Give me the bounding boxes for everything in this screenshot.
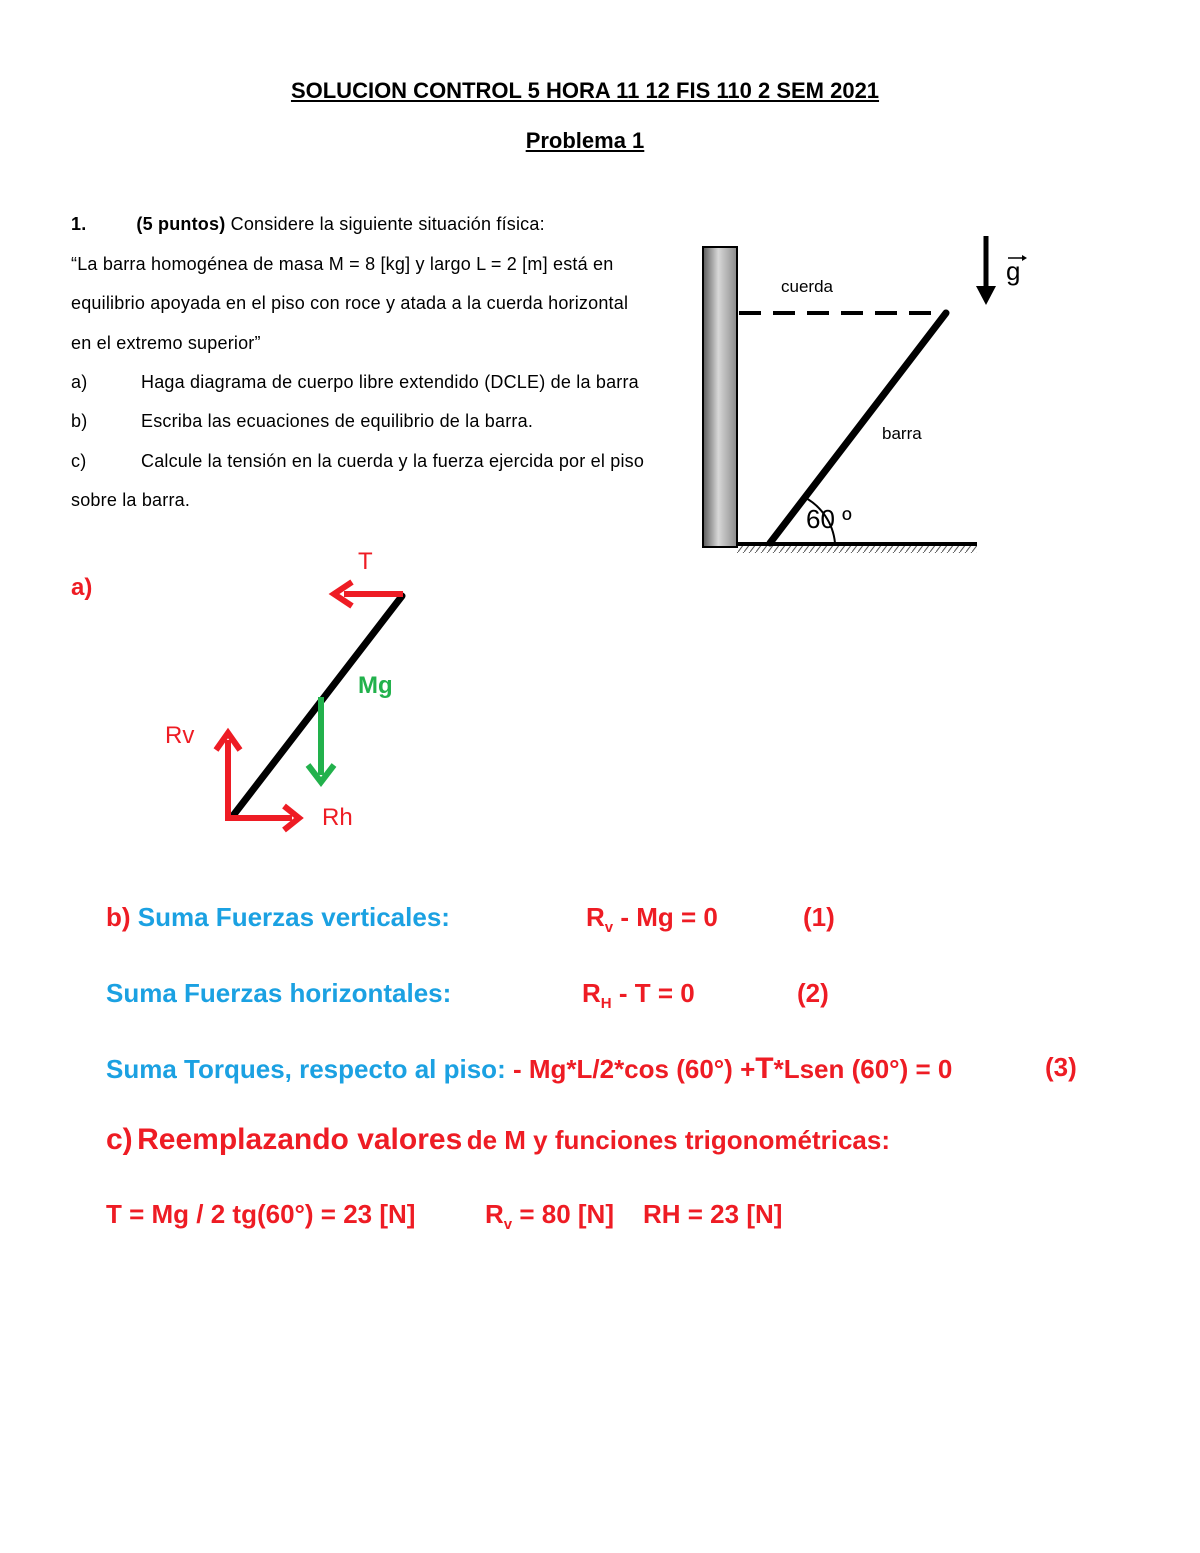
problem-heading: Problema 1 [525, 128, 645, 153]
tension-label: T [358, 548, 373, 575]
eq-1-number: (1) [803, 902, 835, 932]
result-rh: RH = 23 [N] [643, 1199, 783, 1229]
quote-line-2: equilibrio apoyada en el piso con roce y atada a la cuerda horizontal [71, 293, 629, 313]
rv-label: Rv [165, 722, 195, 749]
part-b-label: b) [106, 902, 131, 932]
item-c-text: Calcule la tensión en la cuerda y la fuerza ejercida por el piso [141, 451, 645, 471]
eq-vertical-label-line [106, 902, 450, 933]
quote-line-1: “La barra homogénea de masa M = 8 [kg] y largo L = 2 [m] está en [71, 254, 614, 274]
fbd-bar [232, 596, 402, 817]
problem-number: 1. [71, 214, 87, 234]
item-a-text: Haga diagrama de cuerpo libre extendido (DCLE) de la barra [141, 372, 639, 392]
eq-2-number: (2) [797, 978, 829, 1008]
gravity-arrow-head [976, 286, 996, 305]
result-rv: $R_v = 80$ [N] [485, 1199, 614, 1234]
page-title: SOLUCION CONTROL 5 HORA 11 12 FIS 110 2 SEM 2021 [290, 78, 880, 103]
angle-label: 60 º [806, 504, 852, 534]
part-c-heading: c) Reemplazando valores de M y funciones trigonométricas: [106, 1123, 891, 1156]
wall [703, 247, 737, 547]
item-b-text: Escriba las ecuaciones de equilibrio de la barra. [141, 411, 534, 431]
eq-vertical: $R_v - Mg = 0$ [586, 902, 718, 937]
item-a-label: a) [71, 372, 88, 392]
problem-intro: Considere la siguiente situación física: [230, 214, 545, 234]
eq-torque-line: Suma Torques, respecto al piso: - Mg*L/2*cos (60°) +T*Lsen (60°) = 0 [106, 1052, 953, 1085]
free-body-diagram [216, 582, 403, 830]
eq-3-number: (3) [1045, 1052, 1077, 1082]
situation-figure [703, 236, 1027, 553]
rope-label: cuerda [781, 277, 833, 296]
statement-last-line: sobre la barra. [71, 490, 191, 510]
item-b-label: b) [71, 411, 88, 431]
problem-points: (5 puntos) [136, 214, 226, 234]
floor-hatching [737, 545, 977, 553]
part-a-label: a) [71, 574, 93, 601]
bar-label: barra [882, 424, 922, 443]
eq-torque-text: Suma Torques, respecto al piso: [106, 1054, 506, 1084]
eq-horizontal-text: Suma Fuerzas horizontales: [106, 978, 452, 1008]
quote-line-3: en el extremo superior” [71, 333, 261, 353]
result-tension: T = Mg / 2 tg(60°) = 23 [N] [106, 1199, 416, 1229]
eq-horizontal: $R_H - T = 0$ [582, 978, 695, 1013]
part-c-label: c) [106, 1123, 133, 1156]
gravity-label: g [1006, 256, 1021, 286]
weight-label: Mg [358, 672, 393, 699]
eq-vertical-text: Suma Fuerzas verticales: [137, 902, 450, 932]
item-c-label: c) [71, 451, 87, 471]
rh-label: Rh [322, 804, 353, 831]
